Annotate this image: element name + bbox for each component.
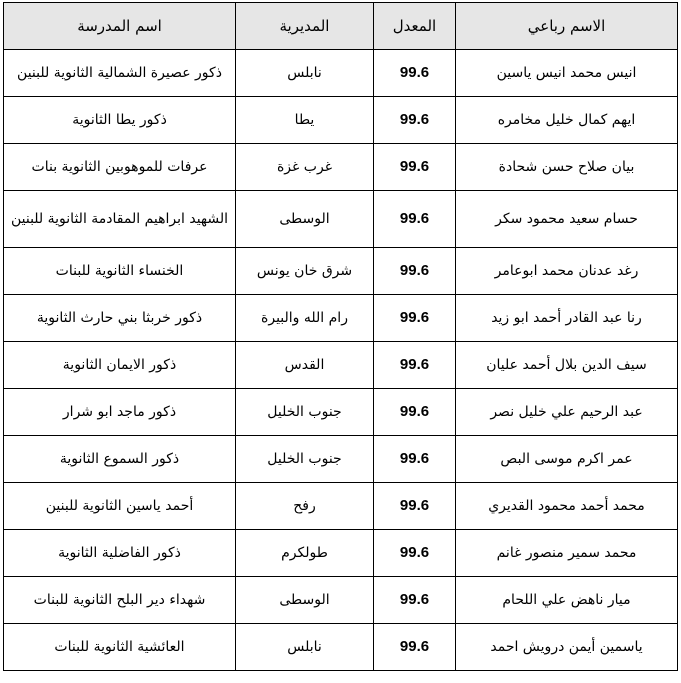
cell-average: 99.6 [374,389,456,436]
cell-school-name: الشهيد ابراهيم المقادمة الثانوية للبنين [4,191,236,248]
cell-directorate: نابلس [236,624,374,671]
cell-average: 99.6 [374,624,456,671]
cell-full-name: محمد أحمد محمود القديري [456,483,678,530]
header-directorate: المديرية [236,3,374,50]
table-row [4,389,678,436]
header-full-name: الاسم رباعي [456,3,678,50]
cell-full-name: عمر اكرم موسى البص [456,436,678,483]
cell-average: 99.6 [374,530,456,577]
cell-school-name: ذكور الايمان الثانوية [4,342,236,389]
cell-directorate: رام الله والبيرة [236,295,374,342]
table-row [4,50,678,97]
cell-directorate: شرق خان يونس [236,248,374,295]
table-row [4,342,678,389]
cell-full-name: ياسمين أيمن درويش احمد [456,624,678,671]
cell-school-name: العائشية الثانوية للبنات [4,624,236,671]
cell-full-name: ايهم كمال خليل مخامره [456,97,678,144]
cell-average: 99.6 [374,144,456,191]
cell-full-name: سيف الدين بلال أحمد عليان [456,342,678,389]
cell-directorate: يطا [236,97,374,144]
cell-full-name: انيس محمد انيس ياسين [456,50,678,97]
cell-average: 99.6 [374,483,456,530]
header-row [4,3,678,50]
cell-school-name: أحمد ياسين الثانوية للبنين [4,483,236,530]
table-row [4,436,678,483]
cell-school-name: ذكور السموع الثانوية [4,436,236,483]
cell-directorate: غرب غزة [236,144,374,191]
cell-directorate: الوسطى [236,577,374,624]
cell-school-name: شهداء دير البلح الثانوية للبنات [4,577,236,624]
results-table [3,2,678,671]
cell-school-name: ذكور يطا الثانوية [4,97,236,144]
cell-average: 99.6 [374,342,456,389]
cell-school-name: ذكور ماجد ابو شرار [4,389,236,436]
table-body [4,50,678,671]
cell-average: 99.6 [374,191,456,248]
cell-school-name: ذكور خربثا بني حارث الثانوية [4,295,236,342]
cell-full-name: رنا عبد القادر أحمد ابو زيد [456,295,678,342]
table-row [4,144,678,191]
header-average: المعدل [374,3,456,50]
cell-average: 99.6 [374,50,456,97]
cell-directorate: القدس [236,342,374,389]
cell-school-name: ذكور عصيرة الشمالية الثانوية للبنين [4,50,236,97]
cell-average: 99.6 [374,295,456,342]
table-row [4,97,678,144]
cell-directorate: نابلس [236,50,374,97]
table-row [4,577,678,624]
cell-average: 99.6 [374,248,456,295]
cell-full-name: عبد الرحيم علي خليل نصر [456,389,678,436]
cell-full-name: بيان صلاح حسن شحادة [456,144,678,191]
cell-average: 99.6 [374,436,456,483]
table-row [4,483,678,530]
table-row [4,295,678,342]
cell-average: 99.6 [374,97,456,144]
cell-directorate: الوسطى [236,191,374,248]
cell-full-name: حسام سعيد محمود سكر [456,191,678,248]
table-row [4,530,678,577]
cell-average: 99.6 [374,577,456,624]
cell-directorate: جنوب الخليل [236,436,374,483]
table-row [4,248,678,295]
cell-full-name: ميار ناهض علي اللحام [456,577,678,624]
table-row [4,191,678,248]
cell-school-name: الخنساء الثانوية للبنات [4,248,236,295]
cell-directorate: رفح [236,483,374,530]
cell-directorate: طولكرم [236,530,374,577]
cell-directorate: جنوب الخليل [236,389,374,436]
cell-full-name: محمد سمير منصور غانم [456,530,678,577]
cell-school-name: ذكور الفاضلية الثانوية [4,530,236,577]
table-header [4,3,678,50]
cell-school-name: عرفات للموهوبين الثانوية بنات [4,144,236,191]
cell-full-name: رغد عدنان محمد ابوعامر [456,248,678,295]
header-school-name: اسم المدرسة [4,3,236,50]
table-row [4,624,678,671]
